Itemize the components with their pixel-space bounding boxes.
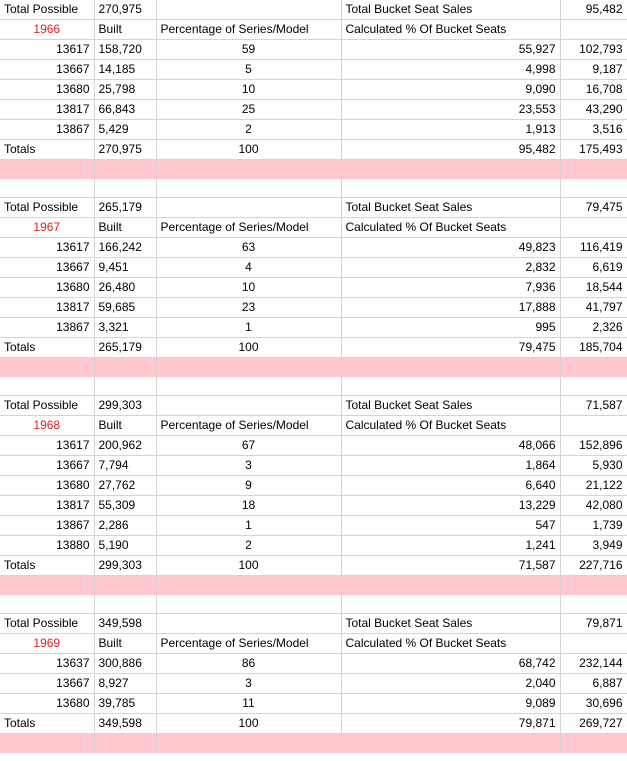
cell[interactable] bbox=[560, 576, 627, 595]
cell[interactable] bbox=[560, 416, 627, 436]
totals-label[interactable]: Totals bbox=[0, 338, 94, 358]
cell[interactable] bbox=[94, 377, 156, 396]
table-row bbox=[0, 238, 627, 258]
header-row bbox=[0, 634, 627, 654]
extra-cell[interactable]: 9,187 bbox=[560, 60, 627, 80]
blank-row bbox=[0, 377, 627, 396]
table-row bbox=[0, 100, 627, 120]
table-row bbox=[0, 674, 627, 694]
pct-cell[interactable]: 10 bbox=[156, 80, 341, 100]
cell[interactable] bbox=[156, 614, 341, 634]
total-possible-label[interactable]: Total Possible bbox=[0, 0, 94, 20]
totals-calc[interactable]: 71,587 bbox=[341, 556, 560, 576]
totals-pct[interactable]: 100 bbox=[156, 714, 341, 734]
pct-cell[interactable]: 63 bbox=[156, 238, 341, 258]
built-cell[interactable]: 14,185 bbox=[94, 60, 156, 80]
model-cell[interactable]: 13817 bbox=[0, 496, 94, 516]
built-cell[interactable]: 55,309 bbox=[94, 496, 156, 516]
total-possible-label[interactable]: Total Possible bbox=[0, 396, 94, 416]
pct-cell[interactable]: 10 bbox=[156, 278, 341, 298]
total-bucket-value[interactable]: 79,871 bbox=[560, 614, 627, 634]
totals-row bbox=[0, 714, 627, 734]
total-possible-row bbox=[0, 396, 627, 416]
model-cell[interactable]: 13667 bbox=[0, 674, 94, 694]
calc-pct-header[interactable]: Calculated % Of Bucket Seats bbox=[341, 416, 560, 436]
cell[interactable] bbox=[0, 358, 94, 377]
extra-cell[interactable]: 18,544 bbox=[560, 278, 627, 298]
separator-row bbox=[0, 734, 627, 753]
model-cell[interactable]: 13617 bbox=[0, 436, 94, 456]
totals-built[interactable]: 299,303 bbox=[94, 556, 156, 576]
built-cell[interactable]: 200,962 bbox=[94, 436, 156, 456]
calc-cell[interactable]: 17,888 bbox=[341, 298, 560, 318]
extra-cell[interactable]: 116,419 bbox=[560, 238, 627, 258]
cell[interactable] bbox=[0, 160, 94, 179]
calc-cell[interactable]: 49,823 bbox=[341, 238, 560, 258]
model-cell[interactable]: 13880 bbox=[0, 536, 94, 556]
model-cell[interactable]: 13617 bbox=[0, 238, 94, 258]
extra-cell[interactable]: 102,793 bbox=[560, 40, 627, 60]
pct-series-header[interactable]: Percentage of Series/Model bbox=[156, 634, 341, 654]
pct-cell[interactable]: 3 bbox=[156, 674, 341, 694]
extra-cell[interactable]: 21,122 bbox=[560, 476, 627, 496]
calc-cell[interactable]: 2,040 bbox=[341, 674, 560, 694]
total-bucket-label[interactable]: Total Bucket Seat Sales bbox=[341, 396, 560, 416]
cell[interactable] bbox=[156, 595, 341, 614]
totals-built[interactable]: 349,598 bbox=[94, 714, 156, 734]
total-possible-label[interactable]: Total Possible bbox=[0, 614, 94, 634]
cell[interactable] bbox=[94, 358, 156, 377]
extra-cell[interactable]: 41,797 bbox=[560, 298, 627, 318]
pct-cell[interactable]: 1 bbox=[156, 516, 341, 536]
extra-cell[interactable]: 152,896 bbox=[560, 436, 627, 456]
model-cell[interactable]: 13817 bbox=[0, 298, 94, 318]
cell[interactable] bbox=[94, 595, 156, 614]
totals-calc[interactable]: 95,482 bbox=[341, 140, 560, 160]
built-header[interactable]: Built bbox=[94, 634, 156, 654]
table-row bbox=[0, 298, 627, 318]
total-bucket-value[interactable]: 95,482 bbox=[560, 0, 627, 20]
totals-label[interactable]: Totals bbox=[0, 714, 94, 734]
extra-cell[interactable]: 2,326 bbox=[560, 318, 627, 338]
calc-cell[interactable]: 6,640 bbox=[341, 476, 560, 496]
cell[interactable] bbox=[560, 218, 627, 238]
extra-cell[interactable]: 16,708 bbox=[560, 80, 627, 100]
year-label[interactable]: 1968 bbox=[0, 416, 94, 436]
calc-pct-header[interactable]: Calculated % Of Bucket Seats bbox=[341, 218, 560, 238]
cell[interactable] bbox=[341, 595, 560, 614]
built-header[interactable]: Built bbox=[94, 20, 156, 40]
cell[interactable] bbox=[560, 595, 627, 614]
built-cell[interactable]: 5,429 bbox=[94, 120, 156, 140]
model-cell[interactable]: 13867 bbox=[0, 120, 94, 140]
cell[interactable] bbox=[560, 734, 627, 753]
calc-cell[interactable]: 7,936 bbox=[341, 278, 560, 298]
calc-cell[interactable]: 48,066 bbox=[341, 436, 560, 456]
cell[interactable] bbox=[156, 160, 341, 179]
totals-extra[interactable]: 227,716 bbox=[560, 556, 627, 576]
table-row bbox=[0, 496, 627, 516]
totals-label[interactable]: Totals bbox=[0, 556, 94, 576]
model-cell[interactable]: 13680 bbox=[0, 278, 94, 298]
cell[interactable] bbox=[156, 198, 341, 218]
cell[interactable] bbox=[560, 634, 627, 654]
built-cell[interactable]: 7,794 bbox=[94, 456, 156, 476]
totals-calc[interactable]: 79,475 bbox=[341, 338, 560, 358]
pct-cell[interactable]: 1 bbox=[156, 318, 341, 338]
table-row bbox=[0, 436, 627, 456]
table-row bbox=[0, 60, 627, 80]
model-cell[interactable]: 13817 bbox=[0, 100, 94, 120]
year-label[interactable]: 1966 bbox=[0, 20, 94, 40]
pct-cell[interactable]: 86 bbox=[156, 654, 341, 674]
built-cell[interactable]: 166,242 bbox=[94, 238, 156, 258]
table-row bbox=[0, 278, 627, 298]
calc-cell[interactable]: 4,998 bbox=[341, 60, 560, 80]
cell[interactable] bbox=[341, 377, 560, 396]
table-row bbox=[0, 318, 627, 338]
built-cell[interactable]: 66,843 bbox=[94, 100, 156, 120]
pct-cell[interactable]: 23 bbox=[156, 298, 341, 318]
model-cell[interactable]: 13667 bbox=[0, 258, 94, 278]
pct-cell[interactable]: 5 bbox=[156, 60, 341, 80]
cell[interactable] bbox=[0, 179, 94, 198]
separator-row bbox=[0, 160, 627, 179]
built-cell[interactable]: 27,762 bbox=[94, 476, 156, 496]
extra-cell[interactable]: 5,930 bbox=[560, 456, 627, 476]
calc-cell[interactable]: 547 bbox=[341, 516, 560, 536]
totals-calc[interactable]: 79,871 bbox=[341, 714, 560, 734]
calc-cell[interactable]: 995 bbox=[341, 318, 560, 338]
totals-row bbox=[0, 338, 627, 358]
total-possible-value[interactable]: 270,975 bbox=[94, 0, 156, 20]
year-label[interactable]: 1967 bbox=[0, 218, 94, 238]
cell[interactable] bbox=[156, 377, 341, 396]
total-bucket-value[interactable]: 79,475 bbox=[560, 198, 627, 218]
calc-cell[interactable]: 1,913 bbox=[341, 120, 560, 140]
total-bucket-label[interactable]: Total Bucket Seat Sales bbox=[341, 0, 560, 20]
table-row bbox=[0, 40, 627, 60]
model-cell[interactable]: 13667 bbox=[0, 60, 94, 80]
total-possible-row bbox=[0, 0, 627, 20]
pct-cell[interactable]: 59 bbox=[156, 40, 341, 60]
calc-cell[interactable]: 1,864 bbox=[341, 456, 560, 476]
cell[interactable] bbox=[156, 734, 341, 753]
built-cell[interactable]: 158,720 bbox=[94, 40, 156, 60]
cell[interactable] bbox=[0, 576, 94, 595]
separator-row bbox=[0, 576, 627, 595]
cell[interactable] bbox=[0, 377, 94, 396]
header-row bbox=[0, 218, 627, 238]
cell[interactable] bbox=[94, 576, 156, 595]
built-cell[interactable]: 8,927 bbox=[94, 674, 156, 694]
extra-cell[interactable]: 43,290 bbox=[560, 100, 627, 120]
total-possible-label[interactable]: Total Possible bbox=[0, 198, 94, 218]
calc-cell[interactable]: 9,090 bbox=[341, 80, 560, 100]
pct-cell[interactable]: 2 bbox=[156, 120, 341, 140]
extra-cell[interactable]: 6,619 bbox=[560, 258, 627, 278]
model-cell[interactable]: 13867 bbox=[0, 318, 94, 338]
pct-cell[interactable]: 3 bbox=[156, 456, 341, 476]
totals-row bbox=[0, 556, 627, 576]
calc-pct-header[interactable]: Calculated % Of Bucket Seats bbox=[341, 634, 560, 654]
built-header[interactable]: Built bbox=[94, 416, 156, 436]
totals-built[interactable]: 265,179 bbox=[94, 338, 156, 358]
total-bucket-label[interactable]: Total Bucket Seat Sales bbox=[341, 614, 560, 634]
pct-cell[interactable]: 18 bbox=[156, 496, 341, 516]
built-cell[interactable]: 300,886 bbox=[94, 654, 156, 674]
total-bucket-label[interactable]: Total Bucket Seat Sales bbox=[341, 198, 560, 218]
cell[interactable] bbox=[560, 20, 627, 40]
totals-extra[interactable]: 175,493 bbox=[560, 140, 627, 160]
totals-extra[interactable]: 269,727 bbox=[560, 714, 627, 734]
total-possible-value[interactable]: 299,303 bbox=[94, 396, 156, 416]
model-cell[interactable]: 13637 bbox=[0, 654, 94, 674]
total-possible-value[interactable]: 349,598 bbox=[94, 614, 156, 634]
pct-cell[interactable]: 4 bbox=[156, 258, 341, 278]
built-cell[interactable]: 9,451 bbox=[94, 258, 156, 278]
total-possible-row bbox=[0, 198, 627, 218]
cell[interactable] bbox=[560, 179, 627, 198]
calc-cell[interactable]: 23,553 bbox=[341, 100, 560, 120]
table-row bbox=[0, 536, 627, 556]
extra-cell[interactable]: 30,696 bbox=[560, 694, 627, 714]
model-cell[interactable]: 13867 bbox=[0, 516, 94, 536]
cell[interactable] bbox=[0, 734, 94, 753]
extra-cell[interactable]: 42,080 bbox=[560, 496, 627, 516]
header-row bbox=[0, 416, 627, 436]
model-cell[interactable]: 13680 bbox=[0, 476, 94, 496]
totals-built[interactable]: 270,975 bbox=[94, 140, 156, 160]
table-row bbox=[0, 120, 627, 140]
table-row bbox=[0, 258, 627, 278]
pct-series-header[interactable]: Percentage of Series/Model bbox=[156, 218, 341, 238]
calc-cell[interactable]: 1,241 bbox=[341, 536, 560, 556]
built-cell[interactable]: 39,785 bbox=[94, 694, 156, 714]
pct-cell[interactable]: 67 bbox=[156, 436, 341, 456]
table-row bbox=[0, 516, 627, 536]
table-row bbox=[0, 694, 627, 714]
totals-pct[interactable]: 100 bbox=[156, 338, 341, 358]
cell[interactable] bbox=[94, 160, 156, 179]
built-cell[interactable]: 59,685 bbox=[94, 298, 156, 318]
cell[interactable] bbox=[341, 734, 560, 753]
cell[interactable] bbox=[156, 396, 341, 416]
cell[interactable] bbox=[156, 179, 341, 198]
extra-cell[interactable]: 3,949 bbox=[560, 536, 627, 556]
calc-cell[interactable]: 13,229 bbox=[341, 496, 560, 516]
cell[interactable] bbox=[341, 576, 560, 595]
totals-pct[interactable]: 100 bbox=[156, 556, 341, 576]
total-bucket-value[interactable]: 71,587 bbox=[560, 396, 627, 416]
model-cell[interactable]: 13667 bbox=[0, 456, 94, 476]
model-cell[interactable]: 13680 bbox=[0, 80, 94, 100]
model-cell[interactable]: 13680 bbox=[0, 694, 94, 714]
table-row bbox=[0, 654, 627, 674]
pct-cell[interactable]: 25 bbox=[156, 100, 341, 120]
calc-cell[interactable]: 2,832 bbox=[341, 258, 560, 278]
pct-series-header[interactable]: Percentage of Series/Model bbox=[156, 20, 341, 40]
totals-row bbox=[0, 140, 627, 160]
table-row bbox=[0, 80, 627, 100]
cell[interactable] bbox=[94, 734, 156, 753]
total-possible-row bbox=[0, 614, 627, 634]
built-cell[interactable]: 26,480 bbox=[94, 278, 156, 298]
calc-pct-header[interactable]: Calculated % Of Bucket Seats bbox=[341, 20, 560, 40]
built-cell[interactable]: 2,286 bbox=[94, 516, 156, 536]
extra-cell[interactable]: 3,516 bbox=[560, 120, 627, 140]
cell[interactable] bbox=[156, 358, 341, 377]
cell[interactable] bbox=[560, 160, 627, 179]
calc-cell[interactable]: 55,927 bbox=[341, 40, 560, 60]
extra-cell[interactable]: 6,887 bbox=[560, 674, 627, 694]
cell[interactable] bbox=[156, 576, 341, 595]
calc-cell[interactable]: 9,089 bbox=[341, 694, 560, 714]
blank-row bbox=[0, 179, 627, 198]
header-row bbox=[0, 20, 627, 40]
totals-extra[interactable]: 185,704 bbox=[560, 338, 627, 358]
model-cell[interactable]: 13617 bbox=[0, 40, 94, 60]
calc-cell[interactable]: 68,742 bbox=[341, 654, 560, 674]
totals-label[interactable]: Totals bbox=[0, 140, 94, 160]
cell[interactable] bbox=[156, 0, 341, 20]
pct-cell[interactable]: 11 bbox=[156, 694, 341, 714]
total-possible-value[interactable]: 265,179 bbox=[94, 198, 156, 218]
year-label[interactable]: 1969 bbox=[0, 634, 94, 654]
extra-cell[interactable]: 232,144 bbox=[560, 654, 627, 674]
built-cell[interactable]: 25,798 bbox=[94, 80, 156, 100]
table-row bbox=[0, 476, 627, 496]
table-row bbox=[0, 456, 627, 476]
separator-row bbox=[0, 358, 627, 377]
extra-cell[interactable]: 1,739 bbox=[560, 516, 627, 536]
built-cell[interactable]: 3,321 bbox=[94, 318, 156, 338]
cell[interactable] bbox=[341, 179, 560, 198]
pct-cell[interactable]: 2 bbox=[156, 536, 341, 556]
pct-cell[interactable]: 9 bbox=[156, 476, 341, 496]
blank-row bbox=[0, 595, 627, 614]
cell[interactable] bbox=[560, 358, 627, 377]
cell[interactable] bbox=[94, 179, 156, 198]
totals-pct[interactable]: 100 bbox=[156, 140, 341, 160]
pct-series-header[interactable]: Percentage of Series/Model bbox=[156, 416, 341, 436]
cell[interactable] bbox=[0, 595, 94, 614]
built-header[interactable]: Built bbox=[94, 218, 156, 238]
cell[interactable] bbox=[341, 160, 560, 179]
cell[interactable] bbox=[341, 358, 560, 377]
cell[interactable] bbox=[560, 377, 627, 396]
built-cell[interactable]: 5,190 bbox=[94, 536, 156, 556]
